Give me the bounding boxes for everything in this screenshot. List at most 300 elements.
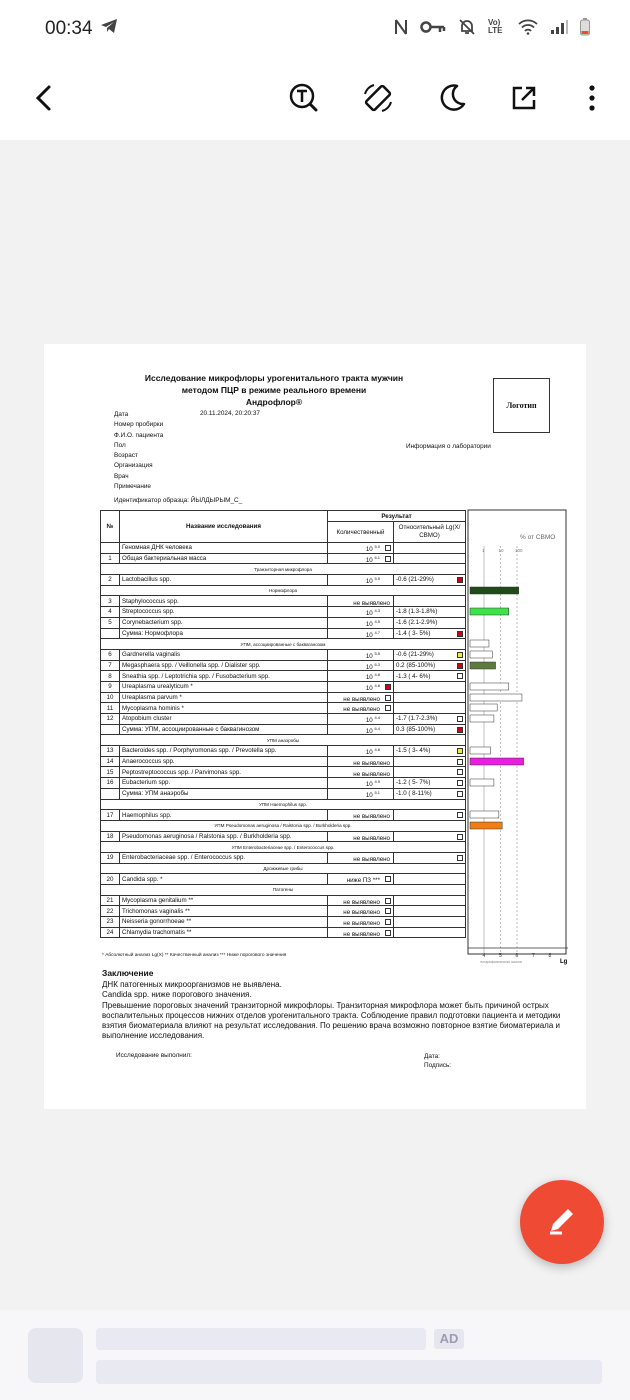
row-number: 12 <box>101 714 120 725</box>
quant-base: 10 <box>365 727 373 735</box>
result-bar <box>470 587 519 594</box>
quant-flag <box>385 919 391 925</box>
quant-base: 10 <box>365 685 373 692</box>
scale-top-label: 1 <box>482 548 485 553</box>
wifi-icon <box>518 19 538 35</box>
quant-base: 10 <box>365 791 373 799</box>
section-label: УПМ, ассоциированные с бакваганозом <box>101 639 466 650</box>
quant-flag <box>385 898 391 904</box>
row-number: 3 <box>101 596 120 607</box>
test-name: Candida spp. * <box>120 874 328 885</box>
row-number: 8 <box>101 671 120 682</box>
quant-result <box>328 852 394 863</box>
axis-tick-label: 8 <box>548 953 552 959</box>
relative-value: -1.3 ( 4- 6%) <box>396 672 431 680</box>
rotate-screen-icon[interactable] <box>360 80 396 116</box>
row-number: 21 <box>101 895 120 906</box>
table-row <box>101 810 466 821</box>
row-number: 1 <box>101 553 120 564</box>
conclusion-text <box>102 980 572 1042</box>
title-line: методом ПЦР в режиме реального времени <box>181 385 367 395</box>
table-row <box>101 649 466 660</box>
section-header-row <box>101 820 466 831</box>
relative-result <box>394 831 466 842</box>
row-number: 10 <box>101 692 120 703</box>
quant-value <box>366 608 380 617</box>
relative-flag <box>457 727 463 733</box>
table-row <box>101 543 466 554</box>
quant-base: 10 <box>365 749 373 757</box>
table-row <box>101 607 466 618</box>
table-row <box>101 714 466 725</box>
section-label: Дрожжевые грибы <box>101 863 466 874</box>
test-name: Sneathia spp. / Leptotrichia spp. / Fusobacterium spp. <box>120 671 328 682</box>
test-name: Eubacterium spp. <box>120 778 328 789</box>
relative-result <box>394 724 466 735</box>
quant-result <box>328 874 394 885</box>
quant-exponent: 5.0 <box>374 544 380 549</box>
quant-base: 10 <box>365 556 373 564</box>
section-header-row <box>101 863 466 874</box>
table-row <box>101 628 466 639</box>
quant-value <box>366 576 380 585</box>
quant-exponent: 4.8 <box>374 672 380 678</box>
quant-flag <box>385 684 391 690</box>
axis-tick-label: 5 <box>499 953 502 959</box>
test-name: Lactobacillus spp. <box>120 575 328 586</box>
relative-result <box>394 617 466 628</box>
quant-exponent: 4.5 <box>374 618 380 624</box>
dark-mode-icon[interactable] <box>434 80 470 116</box>
quant-value <box>343 907 380 916</box>
section-label: УПМ Pseudomonas aeruginosa / Ralstonia spp. / Burkholderia spp. <box>101 820 466 831</box>
table-row <box>101 895 466 906</box>
relative-flag <box>457 769 463 775</box>
test-name: Trichomonas vaginalis ** <box>120 906 328 917</box>
relative-value: -1.0 ( 8-11%) <box>396 790 432 798</box>
results-table <box>100 510 466 938</box>
quant-value <box>366 555 380 564</box>
relative-result <box>394 703 466 714</box>
text-recognition-icon[interactable] <box>286 80 322 116</box>
logo-placeholder: Логотип <box>493 378 550 433</box>
quant-result <box>328 703 394 714</box>
quant-result <box>328 714 394 725</box>
relative-flag <box>457 716 463 722</box>
relative-flag <box>457 663 463 669</box>
more-options-icon[interactable] <box>574 80 610 116</box>
table-row <box>101 553 466 564</box>
table-row <box>101 724 466 735</box>
section-header-row <box>101 585 466 596</box>
nfc-icon <box>394 18 408 36</box>
relative-result <box>394 628 466 639</box>
relative-result <box>394 895 466 906</box>
info-field: Организация <box>114 462 153 470</box>
section-header-row <box>101 885 466 896</box>
table-row <box>101 852 466 863</box>
quant-value <box>347 875 380 884</box>
row-number: 2 <box>101 575 120 586</box>
table-row <box>101 660 466 671</box>
table-row <box>101 778 466 789</box>
quant-flag <box>385 705 391 711</box>
info-field: Возраст <box>114 452 138 460</box>
lab-info: Информация о лаборатории <box>406 443 491 450</box>
relative-value: -1.6 (2.1-2.9%) <box>396 619 438 627</box>
test-name: Сумма: УПМ, ассоциированные с баквагинозом <box>120 724 328 735</box>
signal-icon <box>550 19 568 35</box>
top-toolbar <box>0 58 630 140</box>
quant-flag <box>385 556 391 562</box>
quant-base: 10 <box>365 652 373 660</box>
lte-icon: Vo) LTE <box>488 18 503 35</box>
quant-value <box>343 897 380 906</box>
open-external-icon[interactable] <box>506 80 542 116</box>
relative-result <box>394 767 466 778</box>
relative-result <box>394 607 466 618</box>
row-number: 17 <box>101 810 120 821</box>
quant-result <box>328 553 394 564</box>
performed-by: Исследование выполнил: <box>116 1052 192 1059</box>
status-bar <box>0 0 630 58</box>
test-name: Peptostreptococcus spp. / Parvimonas spp. <box>120 767 328 778</box>
relative-result <box>394 778 466 789</box>
patient-info <box>114 410 163 492</box>
quant-flag <box>385 695 391 701</box>
result-bar <box>470 822 502 829</box>
quant-exponent: 4.4 <box>374 715 380 720</box>
test-name: Neisseria gonorrhoeae ** <box>120 917 328 928</box>
relative-flag <box>457 855 463 861</box>
relative-flag <box>457 673 463 679</box>
battery-icon <box>580 18 590 36</box>
table-row <box>101 617 466 628</box>
relative-result <box>394 671 466 682</box>
relative-result <box>394 681 466 692</box>
document-title <box>124 372 424 408</box>
relative-result <box>394 575 466 586</box>
quant-result <box>328 617 394 628</box>
table-row <box>101 596 466 607</box>
section-header-row <box>101 639 466 650</box>
quant-value <box>353 854 390 863</box>
quant-value <box>343 704 380 713</box>
test-name: Mycoplasma hominis * <box>120 703 328 714</box>
table-row <box>101 671 466 682</box>
quant-result <box>328 607 394 618</box>
relative-result <box>394 660 466 671</box>
info-field: Номер пробирки <box>114 421 164 429</box>
axis-tick-label: 7 <box>532 953 535 959</box>
relative-result <box>394 788 466 799</box>
table-row <box>101 756 466 767</box>
conclusion-line: Candida spp. ниже порогового значения. <box>102 990 252 1000</box>
table-row <box>101 874 466 885</box>
quant-exponent: 5.5 <box>374 576 380 582</box>
quant-exponent: 5.5 <box>374 650 380 656</box>
quant-value <box>366 683 380 692</box>
quant-result <box>328 575 394 586</box>
pencil-icon <box>544 1202 580 1243</box>
quant-base: не выявлено <box>353 856 390 863</box>
section-label: Нормофлора <box>101 585 466 596</box>
quant-result <box>328 692 394 703</box>
row-number <box>101 788 120 799</box>
quant-value <box>343 929 380 938</box>
document-page[interactable] <box>44 344 586 1109</box>
relative-result <box>394 927 466 938</box>
ad-title-placeholder <box>96 1328 426 1350</box>
quant-value <box>353 758 390 767</box>
quant-base: 10 <box>365 631 373 639</box>
test-name: Chlamydia trachomatis ** <box>120 927 328 938</box>
relative-flag <box>457 748 463 754</box>
ad-text-placeholder <box>96 1360 602 1384</box>
relative-result <box>394 553 466 564</box>
quant-flag <box>385 876 391 882</box>
quant-value <box>366 544 380 553</box>
quant-base: 10 <box>365 674 373 682</box>
row-number: 4 <box>101 607 120 618</box>
test-name: Сумма: УПМ анаэробы <box>120 788 328 799</box>
status-time: 00:34 <box>45 18 93 39</box>
mute-icon <box>458 18 476 36</box>
relative-value: -1.5 ( 3- 4%) <box>396 747 431 755</box>
header-rel: Относительный Lg(X/СВМО) <box>394 522 466 543</box>
axis-tick-label: 4 <box>482 953 486 959</box>
relative-value: -1.8 (1.3-1.8%) <box>396 608 438 616</box>
quant-value <box>366 662 380 671</box>
quant-value <box>366 779 380 788</box>
relative-flag <box>457 812 463 818</box>
info-field: Дата <box>114 411 129 418</box>
row-number: 7 <box>101 660 120 671</box>
quant-value <box>366 747 380 756</box>
edit-fab-button[interactable] <box>520 1180 604 1264</box>
result-bar <box>470 715 494 722</box>
test-name: Ureaplasma parvum * <box>120 692 328 703</box>
quant-result <box>328 671 394 682</box>
relative-value: -1.4 ( 3- 5%) <box>396 629 431 637</box>
result-bar <box>470 683 509 690</box>
relative-flag <box>457 834 463 840</box>
quant-exponent: 4.6 <box>374 747 380 753</box>
quant-base: 10 <box>365 663 373 671</box>
quant-flag <box>385 545 391 551</box>
result-bar <box>470 694 522 701</box>
row-number: 9 <box>101 681 120 692</box>
test-name: Mycoplasma genitalium ** <box>120 895 328 906</box>
section-label: УПМ анаэробы <box>101 735 466 746</box>
quant-flag <box>385 908 391 914</box>
quant-result <box>328 628 394 639</box>
row-number: 19 <box>101 852 120 863</box>
quant-result <box>328 810 394 821</box>
quant-value <box>343 694 380 703</box>
relative-result <box>394 649 466 660</box>
relative-value: -1.2 ( 5- 7%) <box>396 779 431 787</box>
quant-base: не выявлено <box>353 599 390 607</box>
axis-unit-label: Lg <box>560 959 568 965</box>
relative-result <box>394 852 466 863</box>
date-signature <box>424 1052 451 1070</box>
result-bar <box>470 640 489 647</box>
quant-value <box>366 790 380 799</box>
axis-caption: логарифмическая шкала <box>480 960 522 964</box>
quant-result <box>328 906 394 917</box>
quant-exponent: 6.3 <box>374 661 380 667</box>
quant-value <box>353 833 390 842</box>
row-number: 23 <box>101 917 120 928</box>
section-header-row <box>101 842 466 853</box>
relative-result <box>394 810 466 821</box>
section-label: УПМ Enterobacteriaceae spp. / Enterococcus spp. <box>101 842 466 853</box>
relative-result <box>394 714 466 725</box>
axis-tick-label: 6 <box>515 953 519 959</box>
test-name: Ureaplasma urealyticum * <box>120 681 328 692</box>
result-bar <box>470 779 494 786</box>
relative-result <box>394 906 466 917</box>
test-name: Corynebacterium spp. <box>120 617 328 628</box>
quant-result <box>328 660 394 671</box>
section-label: Транзиторная микрофлора <box>101 564 466 575</box>
quant-exponent: 5.1 <box>374 789 380 795</box>
quant-value <box>343 918 380 927</box>
section-header-row <box>101 564 466 575</box>
quant-base: не выявлено <box>343 695 380 703</box>
quant-value <box>366 651 380 660</box>
quant-base: не выявлено <box>343 909 380 917</box>
quant-value <box>366 630 380 639</box>
signature-label: Подпись: <box>424 1062 452 1069</box>
quant-value <box>366 726 380 735</box>
relative-value: 0.3 (85-100%) <box>396 726 436 734</box>
result-bar <box>470 662 496 669</box>
quant-base: не выявлено <box>353 770 390 778</box>
table-row <box>101 906 466 917</box>
conclusion-title: Заключение <box>102 968 154 978</box>
quant-flag <box>385 930 391 936</box>
row-number: 20 <box>101 874 120 885</box>
row-number <box>101 628 120 639</box>
quant-base: не выявлено <box>353 834 390 842</box>
relative-flag <box>457 577 463 583</box>
test-name: Общая бактериальная масса <box>120 553 328 564</box>
telegram-icon <box>100 18 118 39</box>
quant-result <box>328 788 394 799</box>
test-name: Bacteroides spp. / Porphyromonas spp. / Prevotella spp. <box>120 746 328 757</box>
quant-exponent: 4.7 <box>374 629 380 635</box>
quant-exponent: 4.9 <box>374 779 380 785</box>
quant-result <box>328 724 394 735</box>
quant-base: не выявлено <box>353 813 390 821</box>
test-name: Anaerococcus spp. <box>120 756 328 767</box>
section-label: Патогены <box>101 885 466 896</box>
relative-result <box>394 543 466 554</box>
test-name: Pseudomonas aeruginosa / Ralstonia spp. / Burkholderia spp. <box>120 831 328 842</box>
row-number: 22 <box>101 906 120 917</box>
table-row <box>101 788 466 799</box>
relative-value: -0.6 (21-29%) <box>396 576 434 584</box>
date-label: Дата: <box>424 1053 440 1060</box>
row-number: 13 <box>101 746 120 757</box>
quant-value <box>353 768 390 777</box>
quant-result <box>328 895 394 906</box>
quant-result <box>328 649 394 660</box>
quant-base: 10 <box>365 620 373 628</box>
relative-flag <box>457 791 463 797</box>
table-row <box>101 692 466 703</box>
row-number: 11 <box>101 703 120 714</box>
quant-result <box>328 681 394 692</box>
relative-value: -0.6 (21-29%) <box>396 651 434 659</box>
quant-result <box>328 543 394 554</box>
table-row <box>101 681 466 692</box>
quant-result <box>328 767 394 778</box>
back-icon[interactable] <box>26 80 62 116</box>
relative-result <box>394 756 466 767</box>
quant-base: 10 <box>365 546 373 554</box>
test-name: Сумма: Нормофлора <box>120 628 328 639</box>
quant-base: не выявлено <box>343 920 380 928</box>
quant-result <box>328 756 394 767</box>
test-name: Gardnerella vaginalis <box>120 649 328 660</box>
test-name: Геномная ДНК человека <box>120 543 328 554</box>
info-field: Ф.И.О. пациента <box>114 431 164 439</box>
conclusion-line: Превышение пороговых значений транзиторной микрофлоры. Транзиторная микрофлора может быть причиной острых воспалительных процессов нижних отделов урогенитального тракта. Соблюдение правил подготовки пациента и методики взятия биоматериала влияют на результат исследования. По решению врача возможно повторное взятие биоматериала и выполнение исследования. <box>102 1000 561 1041</box>
quant-result <box>328 831 394 842</box>
result-bar <box>470 704 497 711</box>
title-line: Андрофлор® <box>245 397 303 407</box>
quant-base: не выявлено <box>343 930 380 938</box>
test-name: Haemophilus spp. <box>120 810 328 821</box>
row-number: 16 <box>101 778 120 789</box>
result-bar <box>470 758 524 765</box>
graph-top-label: % от СВМО <box>520 534 556 541</box>
table-row <box>101 917 466 928</box>
footnote: * Абсолютный анализ Lg(X) ** Качественный анализ *** Ниже порогового значения <box>102 953 287 958</box>
key-icon <box>420 20 446 34</box>
relative-result <box>394 917 466 928</box>
date-value: 20.11.2024, 20:20:37 <box>200 410 260 417</box>
quant-base: 10 <box>365 610 373 618</box>
row-number <box>101 543 120 554</box>
results-graph <box>468 510 568 965</box>
table-row <box>101 703 466 714</box>
header-result: Результат <box>328 511 466 522</box>
quant-result <box>328 778 394 789</box>
table-row <box>101 927 466 938</box>
row-number: 5 <box>101 617 120 628</box>
header-name: Название исследования <box>120 511 328 543</box>
test-name: Atopobium cluster <box>120 714 328 725</box>
relative-value: 0.2 (85-100%) <box>396 661 436 669</box>
quant-base: не выявлено <box>353 759 390 767</box>
header-quant: Количественный <box>328 522 394 543</box>
quant-value <box>353 811 390 820</box>
relative-flag <box>457 780 463 786</box>
test-name: Staphylococcus spp. <box>120 596 328 607</box>
quant-exponent: 6.4 <box>374 725 380 731</box>
test-name: Megasphaera spp. / Veillonella spp. / Dialister spp. <box>120 660 328 671</box>
row-number: 18 <box>101 831 120 842</box>
ad-banner[interactable] <box>0 1310 630 1400</box>
quant-base: не выявлено <box>343 898 380 906</box>
result-bar <box>470 811 499 818</box>
result-bar <box>470 651 492 658</box>
row-number <box>101 724 120 735</box>
